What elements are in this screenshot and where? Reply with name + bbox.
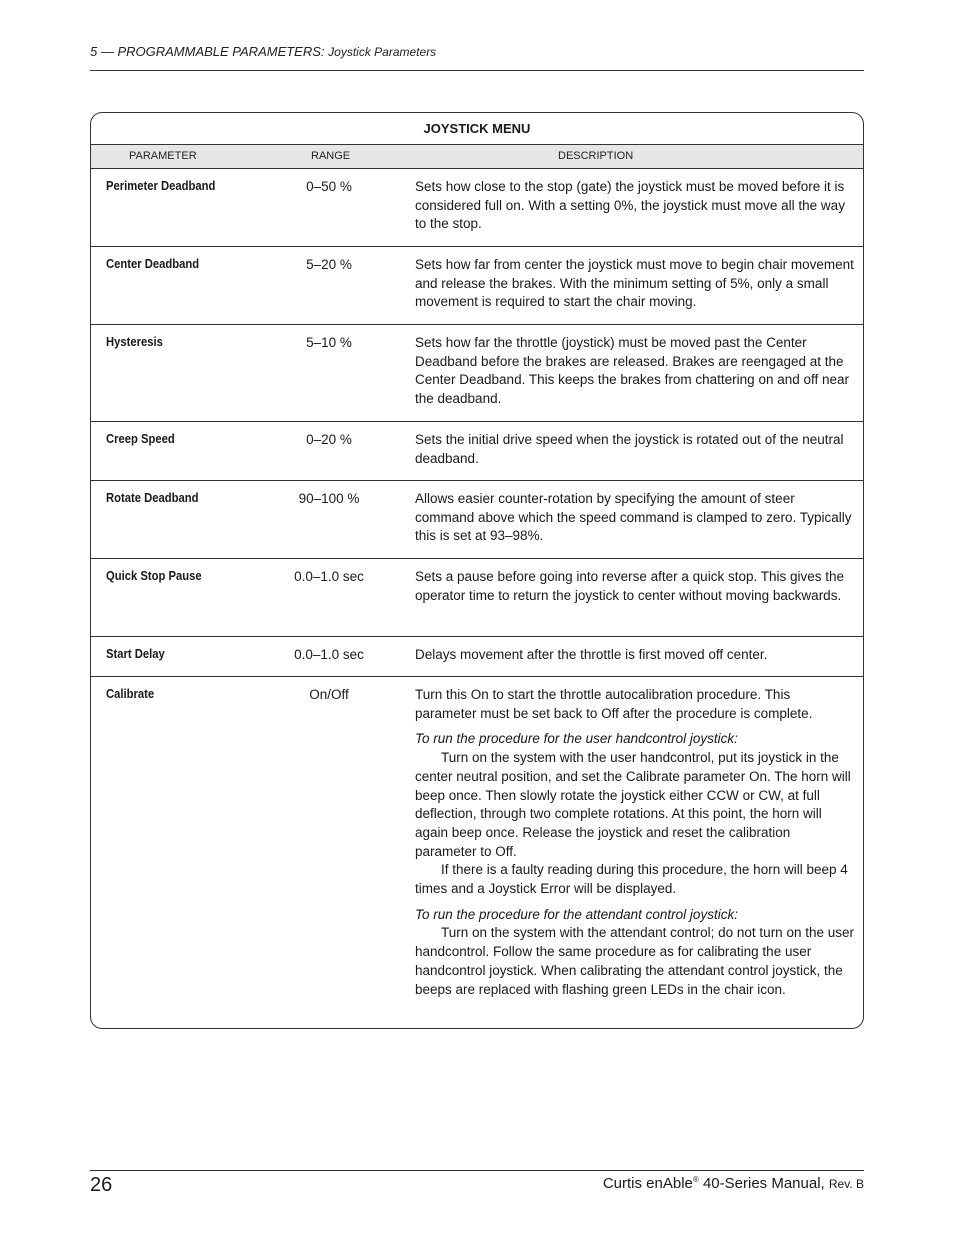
manual-title xyxy=(603,1175,864,1192)
user-procedure-heading: To run the procedure for the user handcontrol joystick: xyxy=(415,731,738,747)
user-procedure-text: Turn on the system with the user handcontrol, put its joystick in the center neutral position, and set the Calibrate parameter On. The horn will beep once. Then slowly rotate the joystick either CCW or CW, at full deflection, through two complete rotations. At this point, the horn will again beep once. Release the joystick and reset the calibration parameter to Off. xyxy=(415,750,851,859)
parameter-range: 0.0–1.0 sec xyxy=(294,569,364,584)
parameter-name: Center Deadband xyxy=(106,257,200,271)
parameter-description xyxy=(415,178,855,234)
parameter-range: 0–20 % xyxy=(306,432,352,447)
table-row xyxy=(91,169,863,247)
parameter-range: 0.0–1.0 sec xyxy=(294,647,364,662)
parameter-description xyxy=(415,256,855,312)
parameter-name: Start Delay xyxy=(106,647,165,661)
description-text: Sets the initial drive speed when the joystick is rotated out of the neutral deadband. xyxy=(415,432,844,466)
parameter-description xyxy=(415,686,855,999)
section-title: 5 — PROGRAMMABLE PARAMETERS: xyxy=(90,44,325,59)
parameter-description xyxy=(415,334,855,409)
description-text: Sets how close to the stop (gate) the joystick must be moved before it is considered full on. With a setting 0%, the joystick must move all the way to the stop. xyxy=(415,179,845,232)
description-text: Sets how far from center the joystick must move to begin chair movement and release the brakes. With the minimum setting of 5%, only a small movement is required to start the chair moving. xyxy=(415,257,854,310)
parameter-description xyxy=(415,646,855,665)
column-header-range: RANGE xyxy=(311,150,351,162)
table-row xyxy=(91,481,863,559)
column-header-description: DESCRIPTION xyxy=(558,150,634,162)
description-text: Sets a pause before going into reverse after a quick stop. This gives the operator time to return the joystick to center without moving backwards. xyxy=(415,569,845,603)
table-row xyxy=(91,637,863,677)
column-header-parameter: PARAMETER xyxy=(129,150,197,162)
subsection-title: Joystick Parameters xyxy=(328,45,437,59)
column-header-row xyxy=(91,144,863,169)
description-text: Allows easier counter-rotation by specifying the amount of steer command above which the speed command is clamped to zero. Typically this is set at 93–98%. xyxy=(415,491,852,544)
table-row xyxy=(91,422,863,481)
user-procedure-note: If there is a faulty reading during this procedure, the horn will beep 4 times and a Joystick Error will be displayed. xyxy=(415,862,848,897)
table-row xyxy=(91,677,863,1029)
attendant-procedure-text: Turn on the system with the attendant control; do not turn on the user handcontrol. Follow the same procedure as for calibrating the user handcontrol joystick. When calibrating the attendant control joystick, the beeps are replaced with flashing green LEDs in the chair icon. xyxy=(415,925,854,997)
manual-name: Curtis enAble xyxy=(602,1175,693,1192)
parameter-name: Perimeter Deadband xyxy=(106,179,216,193)
parameter-range: 90–100 % xyxy=(298,491,360,506)
parameter-description xyxy=(415,568,855,605)
header-rule xyxy=(90,70,864,71)
parameter-range: 5–10 % xyxy=(306,335,352,350)
attendant-procedure-heading: To run the procedure for the attendant control joystick: xyxy=(415,906,738,922)
description-text: Turn this On to start the throttle autocalibration procedure. This parameter must be set back to Off after the procedure is complete. xyxy=(415,687,813,721)
parameter-range: 5–20 % xyxy=(306,257,352,272)
registered-mark: ® xyxy=(692,1175,699,1184)
manual-series: 40-Series Manual, xyxy=(698,1175,825,1192)
parameter-range: On/Off xyxy=(309,687,349,702)
parameter-name: Hysteresis xyxy=(106,335,163,349)
table-row xyxy=(91,325,863,422)
revision-label: Rev. B xyxy=(828,1177,864,1191)
parameter-name: Calibrate xyxy=(106,687,155,701)
parameter-description xyxy=(415,431,855,468)
page-number: 26 xyxy=(90,1174,113,1196)
description-text: Delays movement after the throttle is first moved off center. xyxy=(415,647,768,662)
table-row xyxy=(91,559,863,637)
parameter-range: 0–50 % xyxy=(306,179,352,194)
parameter-name: Creep Speed xyxy=(106,432,175,446)
joystick-menu-table xyxy=(90,112,864,1029)
parameter-name: Rotate Deadband xyxy=(106,491,199,505)
footer-rule xyxy=(90,1170,864,1171)
parameter-description xyxy=(415,490,855,546)
table-title: JOYSTICK MENU xyxy=(423,121,531,136)
description-text: Sets how far the throttle (joystick) must be moved past the Center Deadband before the brakes are released. Brakes are reengaged at the Center Deadband. This keeps the brakes from chattering on and off near the deadband. xyxy=(415,335,850,407)
running-header xyxy=(90,44,864,59)
table-row xyxy=(91,247,863,325)
parameter-name: Quick Stop Pause xyxy=(106,569,202,583)
